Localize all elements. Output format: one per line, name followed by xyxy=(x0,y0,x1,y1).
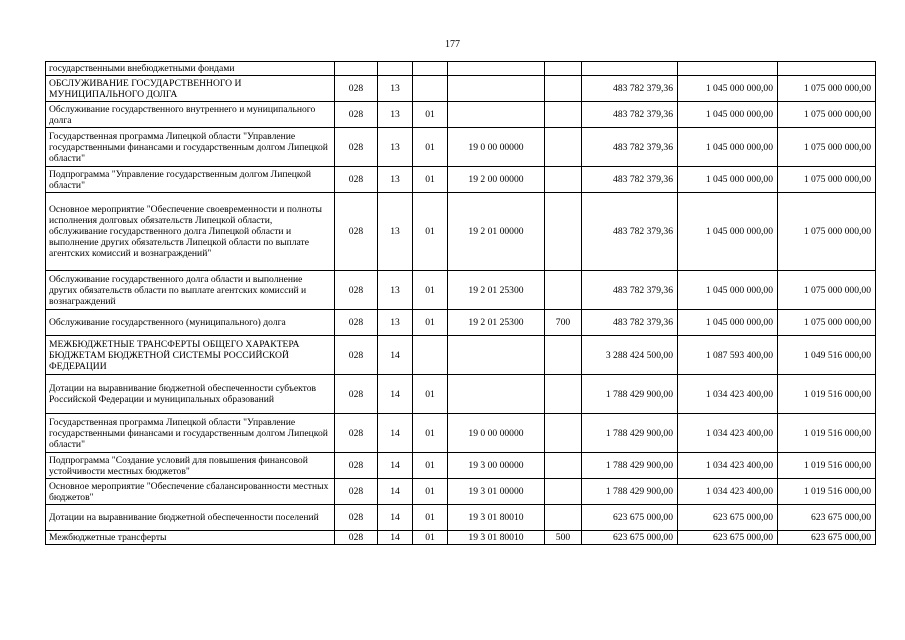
amount-year-1: 1 788 429 900,00 xyxy=(582,479,678,505)
ved-code: 028 xyxy=(335,128,378,167)
amount-year-3: 1 075 000 000,00 xyxy=(778,271,876,310)
subsection-code: 01 xyxy=(413,271,448,310)
row-name: Дотации на выравнивание бюджетной обеспеченности субъектов Российской Федерации и муниципальных образований xyxy=(46,375,335,414)
expense-type-code xyxy=(545,76,582,102)
subsection-code: 01 xyxy=(413,310,448,336)
row-name: Обслуживание государственного долга области и выполнение других обязательств области по выплате агентских комиссий и вознаграждений xyxy=(46,271,335,310)
expense-type-code xyxy=(545,505,582,531)
amount-year-2: 1 034 423 400,00 xyxy=(678,414,778,453)
section-code: 13 xyxy=(378,310,413,336)
amount-year-3: 1 019 516 000,00 xyxy=(778,479,876,505)
amount-year-2: 1 045 000 000,00 xyxy=(678,167,778,193)
amount-year-3: 1 075 000 000,00 xyxy=(778,310,876,336)
amount-year-2: 623 675 000,00 xyxy=(678,505,778,531)
subsection-code: 01 xyxy=(413,414,448,453)
amount-year-3: 1 075 000 000,00 xyxy=(778,167,876,193)
amount-year-1: 1 788 429 900,00 xyxy=(582,453,678,479)
row-name: Дотации на выравнивание бюджетной обеспеченности поселений xyxy=(46,505,335,531)
section-code: 14 xyxy=(378,414,413,453)
row-name: Подпрограмма "Создание условий для повышения финансовой устойчивости местных бюджетов" xyxy=(46,453,335,479)
ved-code: 028 xyxy=(335,375,378,414)
subsection-code: 01 xyxy=(413,375,448,414)
expense-type-code xyxy=(545,414,582,453)
subsection-code xyxy=(413,76,448,102)
amount-year-2: 1 045 000 000,00 xyxy=(678,193,778,271)
target-item-code: 19 0 00 00000 xyxy=(448,414,545,453)
row-name: Подпрограмма "Управление государственным долгом Липецкой области" xyxy=(46,167,335,193)
ved-code: 028 xyxy=(335,76,378,102)
target-item-code: 19 3 01 80010 xyxy=(448,505,545,531)
expense-type-code xyxy=(545,167,582,193)
subsection-code xyxy=(413,336,448,375)
amount-year-2: 1 045 000 000,00 xyxy=(678,271,778,310)
amount-year-2: 1 034 423 400,00 xyxy=(678,479,778,505)
amount-year-1: 1 788 429 900,00 xyxy=(582,414,678,453)
expense-type-code xyxy=(545,102,582,128)
target-item-code xyxy=(448,62,545,76)
ved-code: 028 xyxy=(335,167,378,193)
ved-code: 028 xyxy=(335,336,378,375)
section-code: 14 xyxy=(378,531,413,545)
amount-year-1: 623 675 000,00 xyxy=(582,505,678,531)
table-row xyxy=(46,167,876,193)
expense-type-code xyxy=(545,336,582,375)
expense-type-code: 500 xyxy=(545,531,582,545)
section-code: 13 xyxy=(378,102,413,128)
amount-year-1: 483 782 379,36 xyxy=(582,76,678,102)
target-item-code xyxy=(448,76,545,102)
row-name: Обслуживание государственного внутреннего и муниципального долга xyxy=(46,102,335,128)
ved-code: 028 xyxy=(335,479,378,505)
table-row xyxy=(46,62,876,76)
expense-type-code: 700 xyxy=(545,310,582,336)
ved-code: 028 xyxy=(335,193,378,271)
ved-code: 028 xyxy=(335,102,378,128)
section-code: 13 xyxy=(378,271,413,310)
ved-code xyxy=(335,62,378,76)
amount-year-2: 1 087 593 400,00 xyxy=(678,336,778,375)
budget-table xyxy=(45,61,876,545)
row-name: государственными внебюджетными фондами xyxy=(46,62,335,76)
subsection-code: 01 xyxy=(413,479,448,505)
amount-year-1: 483 782 379,36 xyxy=(582,271,678,310)
target-item-code xyxy=(448,102,545,128)
amount-year-3: 623 675 000,00 xyxy=(778,531,876,545)
row-name: Основное мероприятие "Обеспечение своевременности и полноты исполнения долговых обязательств Липецкой области, обслуживание государственного долга Липецкой области и выполнение других обязательств Липецкой области по выплате агентских комиссий и вознаграждений" xyxy=(46,193,335,271)
amount-year-2: 1 045 000 000,00 xyxy=(678,102,778,128)
row-name: Обслуживание государственного (муниципального) долга xyxy=(46,310,335,336)
expense-type-code xyxy=(545,62,582,76)
subsection-code xyxy=(413,62,448,76)
table-row xyxy=(46,531,876,545)
expense-type-code xyxy=(545,479,582,505)
section-code: 13 xyxy=(378,128,413,167)
ved-code: 028 xyxy=(335,310,378,336)
amount-year-1: 1 788 429 900,00 xyxy=(582,375,678,414)
target-item-code: 19 0 00 00000 xyxy=(448,128,545,167)
amount-year-3: 1 019 516 000,00 xyxy=(778,453,876,479)
expense-type-code xyxy=(545,128,582,167)
subsection-code: 01 xyxy=(413,128,448,167)
amount-year-3: 1 075 000 000,00 xyxy=(778,102,876,128)
amount-year-1: 483 782 379,36 xyxy=(582,193,678,271)
amount-year-2: 1 034 423 400,00 xyxy=(678,375,778,414)
subsection-code: 01 xyxy=(413,193,448,271)
ved-code: 028 xyxy=(335,453,378,479)
target-item-code: 19 2 01 25300 xyxy=(448,271,545,310)
row-name: Межбюджетные трансферты xyxy=(46,531,335,545)
row-name: Основное мероприятие "Обеспечение сбалансированности местных бюджетов" xyxy=(46,479,335,505)
amount-year-1: 483 782 379,36 xyxy=(582,167,678,193)
table-row xyxy=(46,453,876,479)
section-code xyxy=(378,62,413,76)
table-row xyxy=(46,128,876,167)
ved-code: 028 xyxy=(335,505,378,531)
section-code: 13 xyxy=(378,193,413,271)
expense-type-code xyxy=(545,375,582,414)
amount-year-3: 1 019 516 000,00 xyxy=(778,414,876,453)
table-row xyxy=(46,336,876,375)
row-name: ОБСЛУЖИВАНИЕ ГОСУДАРСТВЕННОГО И МУНИЦИПАЛЬНОГО ДОЛГА xyxy=(46,76,335,102)
amount-year-3: 1 075 000 000,00 xyxy=(778,76,876,102)
amount-year-3: 623 675 000,00 xyxy=(778,505,876,531)
target-item-code: 19 2 01 00000 xyxy=(448,193,545,271)
amount-year-2 xyxy=(678,62,778,76)
amount-year-3: 1 049 516 000,00 xyxy=(778,336,876,375)
page-number: 177 xyxy=(445,39,460,50)
amount-year-3: 1 075 000 000,00 xyxy=(778,193,876,271)
target-item-code: 19 2 01 25300 xyxy=(448,310,545,336)
section-code: 14 xyxy=(378,336,413,375)
subsection-code: 01 xyxy=(413,453,448,479)
subsection-code: 01 xyxy=(413,505,448,531)
section-code: 13 xyxy=(378,76,413,102)
subsection-code: 01 xyxy=(413,167,448,193)
amount-year-2: 1 045 000 000,00 xyxy=(678,310,778,336)
amount-year-2: 1 045 000 000,00 xyxy=(678,76,778,102)
table-row xyxy=(46,505,876,531)
target-item-code: 19 2 00 00000 xyxy=(448,167,545,193)
section-code: 14 xyxy=(378,479,413,505)
row-name: Государственная программа Липецкой области "Управление государственными финансами и государственным долгом Липецкой области" xyxy=(46,128,335,167)
table-row xyxy=(46,193,876,271)
target-item-code xyxy=(448,336,545,375)
amount-year-1: 623 675 000,00 xyxy=(582,531,678,545)
amount-year-1: 483 782 379,36 xyxy=(582,310,678,336)
amount-year-3: 1 075 000 000,00 xyxy=(778,128,876,167)
section-code: 14 xyxy=(378,505,413,531)
expense-type-code xyxy=(545,453,582,479)
ved-code: 028 xyxy=(335,414,378,453)
target-item-code: 19 3 00 00000 xyxy=(448,453,545,479)
table-row xyxy=(46,271,876,310)
table-row xyxy=(46,375,876,414)
amount-year-1 xyxy=(582,62,678,76)
target-item-code: 19 3 01 80010 xyxy=(448,531,545,545)
expense-type-code xyxy=(545,193,582,271)
table-row xyxy=(46,479,876,505)
amount-year-1: 483 782 379,36 xyxy=(582,102,678,128)
ved-code: 028 xyxy=(335,271,378,310)
table-row xyxy=(46,102,876,128)
amount-year-1: 483 782 379,36 xyxy=(582,128,678,167)
row-name: Государственная программа Липецкой области "Управление государственными финансами и государственным долгом Липецкой области" xyxy=(46,414,335,453)
table-row xyxy=(46,76,876,102)
subsection-code: 01 xyxy=(413,531,448,545)
table-row xyxy=(46,414,876,453)
target-item-code xyxy=(448,375,545,414)
section-code: 14 xyxy=(378,375,413,414)
expense-type-code xyxy=(545,271,582,310)
subsection-code: 01 xyxy=(413,102,448,128)
ved-code: 028 xyxy=(335,531,378,545)
target-item-code: 19 3 01 00000 xyxy=(448,479,545,505)
section-code: 14 xyxy=(378,453,413,479)
amount-year-3 xyxy=(778,62,876,76)
amount-year-2: 623 675 000,00 xyxy=(678,531,778,545)
table-row xyxy=(46,310,876,336)
amount-year-1: 3 288 424 500,00 xyxy=(582,336,678,375)
amount-year-2: 1 045 000 000,00 xyxy=(678,128,778,167)
amount-year-3: 1 019 516 000,00 xyxy=(778,375,876,414)
amount-year-2: 1 034 423 400,00 xyxy=(678,453,778,479)
section-code: 13 xyxy=(378,167,413,193)
row-name: МЕЖБЮДЖЕТНЫЕ ТРАНСФЕРТЫ ОБЩЕГО ХАРАКТЕРА БЮДЖЕТАМ БЮДЖЕТНОЙ СИСТЕМЫ РОССИЙСКОЙ ФЕДЕРАЦИИ xyxy=(46,336,335,375)
